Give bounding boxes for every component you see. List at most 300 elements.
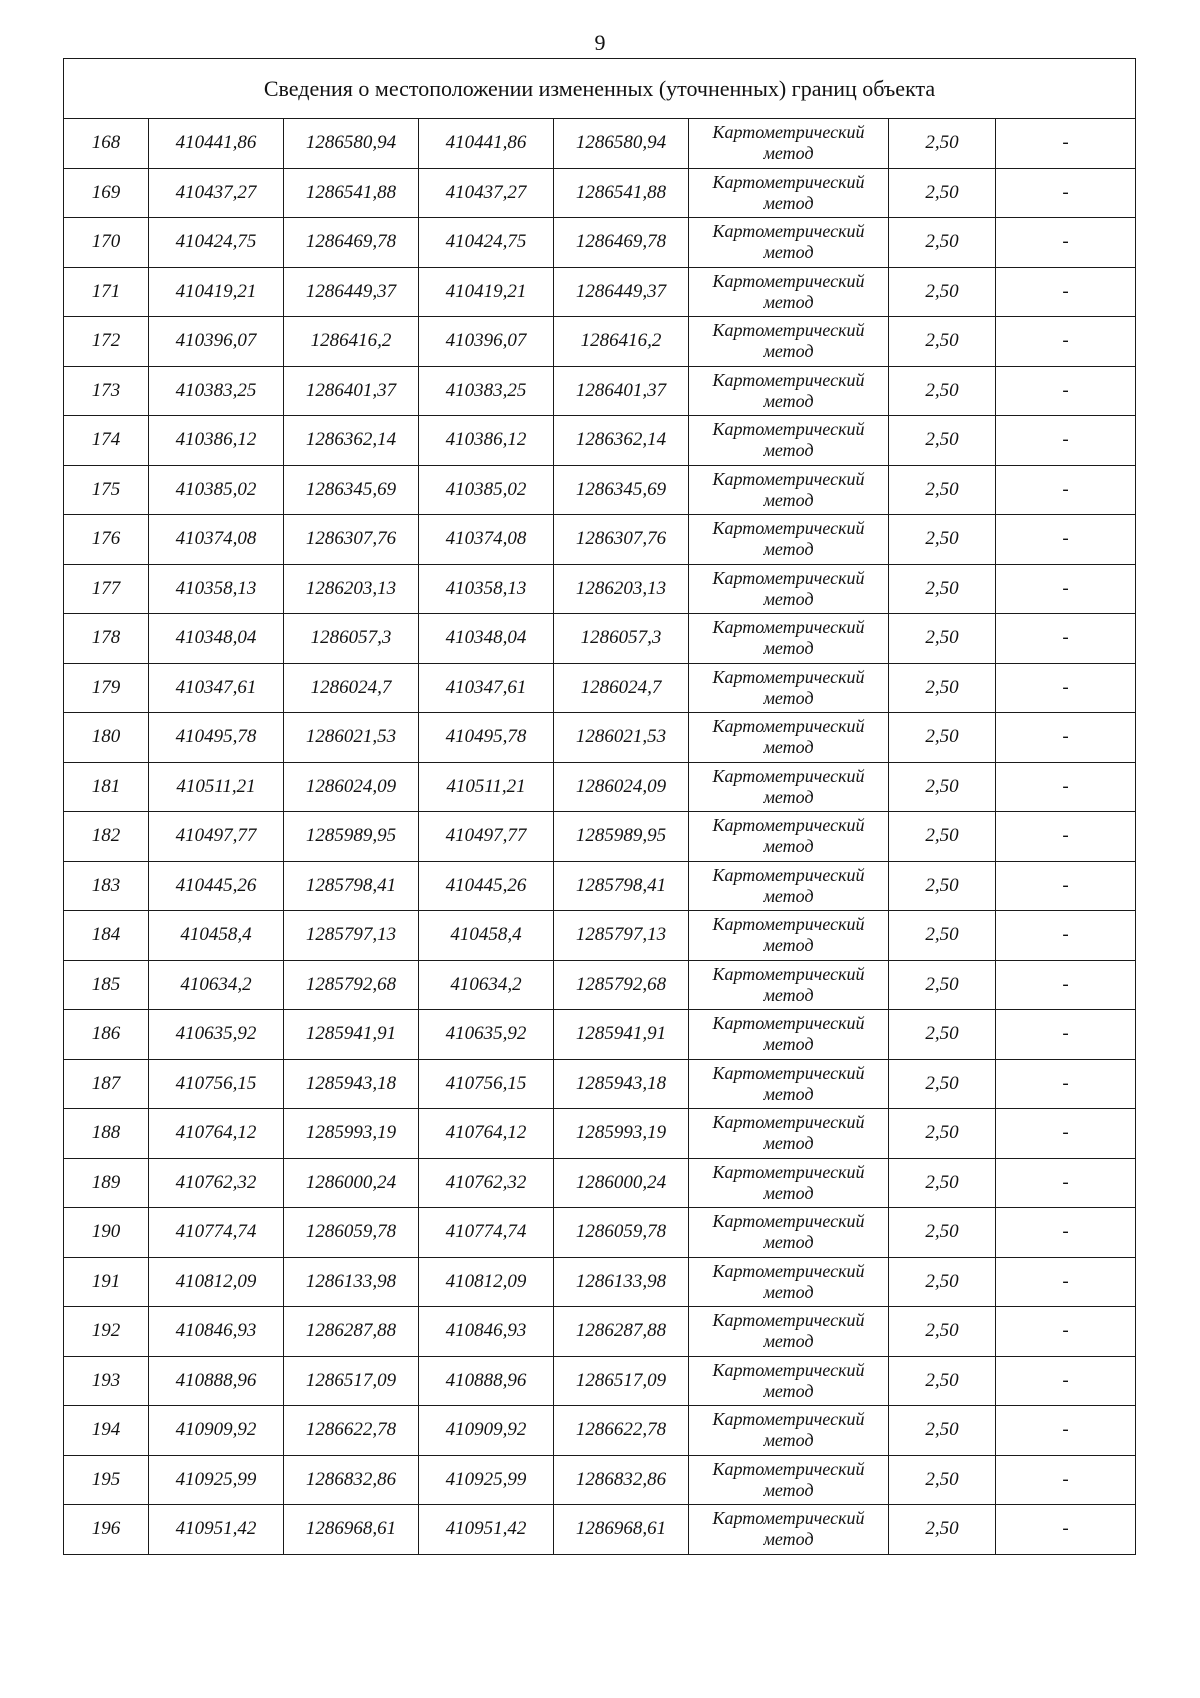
accuracy-cell: 2,50 bbox=[889, 267, 996, 317]
y-existing-cell: 1285993,19 bbox=[284, 1109, 419, 1159]
x-refined-cell: 410385,02 bbox=[419, 465, 554, 515]
method-cell bbox=[689, 366, 889, 416]
table-row bbox=[64, 960, 1136, 1010]
y-existing-cell: 1286362,14 bbox=[284, 416, 419, 466]
x-refined-cell: 410347,61 bbox=[419, 663, 554, 713]
accuracy-cell: 2,50 bbox=[889, 762, 996, 812]
method-cell bbox=[689, 1208, 889, 1258]
method-line2: метод bbox=[763, 935, 814, 956]
y-refined-cell: 1285792,68 bbox=[554, 960, 689, 1010]
y-refined-cell: 1286968,61 bbox=[554, 1505, 689, 1555]
x-refined-cell: 410764,12 bbox=[419, 1109, 554, 1159]
x-existing-cell: 410634,2 bbox=[149, 960, 284, 1010]
method-line1: Картометрический bbox=[712, 1310, 865, 1331]
x-refined-cell: 410511,21 bbox=[419, 762, 554, 812]
method-line2: метод bbox=[763, 836, 814, 857]
y-existing-cell: 1286541,88 bbox=[284, 168, 419, 218]
method-cell bbox=[689, 960, 889, 1010]
y-refined-cell: 1286024,7 bbox=[554, 663, 689, 713]
y-existing-cell: 1286449,37 bbox=[284, 267, 419, 317]
x-existing-cell: 410445,26 bbox=[149, 861, 284, 911]
table-row bbox=[64, 614, 1136, 664]
note-cell: - bbox=[996, 762, 1136, 812]
x-existing-cell: 410909,92 bbox=[149, 1406, 284, 1456]
y-refined-cell: 1286057,3 bbox=[554, 614, 689, 664]
method-cell bbox=[689, 1406, 889, 1456]
accuracy-cell: 2,50 bbox=[889, 1356, 996, 1406]
note-cell: - bbox=[996, 812, 1136, 862]
y-refined-cell: 1286580,94 bbox=[554, 119, 689, 169]
y-refined-cell: 1286541,88 bbox=[554, 168, 689, 218]
point-number-cell: 171 bbox=[64, 267, 149, 317]
note-cell: - bbox=[996, 713, 1136, 763]
x-existing-cell: 410441,86 bbox=[149, 119, 284, 169]
accuracy-cell: 2,50 bbox=[889, 960, 996, 1010]
accuracy-cell: 2,50 bbox=[889, 416, 996, 466]
point-number-cell: 178 bbox=[64, 614, 149, 664]
x-existing-cell: 410386,12 bbox=[149, 416, 284, 466]
x-existing-cell: 410925,99 bbox=[149, 1455, 284, 1505]
y-existing-cell: 1286968,61 bbox=[284, 1505, 419, 1555]
note-cell: - bbox=[996, 1406, 1136, 1456]
x-refined-cell: 410441,86 bbox=[419, 119, 554, 169]
y-refined-cell: 1286362,14 bbox=[554, 416, 689, 466]
y-existing-cell: 1286416,2 bbox=[284, 317, 419, 367]
note-cell: - bbox=[996, 119, 1136, 169]
method-line1: Картометрический bbox=[712, 468, 865, 489]
accuracy-cell: 2,50 bbox=[889, 1010, 996, 1060]
note-cell: - bbox=[996, 1356, 1136, 1406]
method-cell bbox=[689, 713, 889, 763]
method-cell bbox=[689, 119, 889, 169]
note-cell: - bbox=[996, 218, 1136, 268]
y-existing-cell: 1286021,53 bbox=[284, 713, 419, 763]
note-cell: - bbox=[996, 416, 1136, 466]
table-row bbox=[64, 1455, 1136, 1505]
method-cell bbox=[689, 564, 889, 614]
method-line1: Картометрический bbox=[712, 716, 865, 737]
table-row bbox=[64, 762, 1136, 812]
table-row bbox=[64, 663, 1136, 713]
method-line1: Картометрический bbox=[712, 567, 865, 588]
y-existing-cell: 1285797,13 bbox=[284, 911, 419, 961]
y-existing-cell: 1285798,41 bbox=[284, 861, 419, 911]
y-refined-cell: 1286416,2 bbox=[554, 317, 689, 367]
point-number-cell: 170 bbox=[64, 218, 149, 268]
point-number-cell: 182 bbox=[64, 812, 149, 862]
y-existing-cell: 1286401,37 bbox=[284, 366, 419, 416]
table-row bbox=[64, 1158, 1136, 1208]
note-cell: - bbox=[996, 564, 1136, 614]
table-body bbox=[64, 59, 1136, 1555]
accuracy-cell: 2,50 bbox=[889, 218, 996, 268]
accuracy-cell: 2,50 bbox=[889, 1505, 996, 1555]
method-cell bbox=[689, 317, 889, 367]
table-row bbox=[64, 1356, 1136, 1406]
accuracy-cell: 2,50 bbox=[889, 168, 996, 218]
table-row bbox=[64, 1208, 1136, 1258]
method-line2: метод bbox=[763, 1133, 814, 1154]
note-cell: - bbox=[996, 317, 1136, 367]
table-row bbox=[64, 465, 1136, 515]
method-line2: метод bbox=[763, 1281, 814, 1302]
x-refined-cell: 410374,08 bbox=[419, 515, 554, 565]
table-row bbox=[64, 911, 1136, 961]
x-refined-cell: 410386,12 bbox=[419, 416, 554, 466]
method-cell bbox=[689, 168, 889, 218]
method-cell bbox=[689, 1059, 889, 1109]
y-refined-cell: 1286307,76 bbox=[554, 515, 689, 565]
accuracy-cell: 2,50 bbox=[889, 861, 996, 911]
x-existing-cell: 410495,78 bbox=[149, 713, 284, 763]
method-line2: метод bbox=[763, 1380, 814, 1401]
accuracy-cell: 2,50 bbox=[889, 317, 996, 367]
y-existing-cell: 1286622,78 bbox=[284, 1406, 419, 1456]
note-cell: - bbox=[996, 614, 1136, 664]
method-line2: метод bbox=[763, 737, 814, 758]
y-existing-cell: 1286832,86 bbox=[284, 1455, 419, 1505]
method-line1: Картометрический bbox=[712, 320, 865, 341]
method-cell bbox=[689, 762, 889, 812]
table-row bbox=[64, 317, 1136, 367]
method-line2: метод bbox=[763, 687, 814, 708]
x-refined-cell: 410762,32 bbox=[419, 1158, 554, 1208]
table-row bbox=[64, 1010, 1136, 1060]
point-number-cell: 173 bbox=[64, 366, 149, 416]
note-cell: - bbox=[996, 1109, 1136, 1159]
method-line1: Картометрический bbox=[712, 1260, 865, 1281]
y-refined-cell: 1286203,13 bbox=[554, 564, 689, 614]
method-cell bbox=[689, 861, 889, 911]
x-refined-cell: 410634,2 bbox=[419, 960, 554, 1010]
method-line2: метод bbox=[763, 341, 814, 362]
y-refined-cell: 1285941,91 bbox=[554, 1010, 689, 1060]
method-line1: Картометрический bbox=[712, 1359, 865, 1380]
method-line1: Картометрический bbox=[712, 914, 865, 935]
x-refined-cell: 410925,99 bbox=[419, 1455, 554, 1505]
method-line1: Картометрический bbox=[712, 1409, 865, 1430]
y-existing-cell: 1286024,09 bbox=[284, 762, 419, 812]
method-line1: Картометрический bbox=[712, 171, 865, 192]
note-cell: - bbox=[996, 1059, 1136, 1109]
method-line2: метод bbox=[763, 588, 814, 609]
note-cell: - bbox=[996, 465, 1136, 515]
x-refined-cell: 410951,42 bbox=[419, 1505, 554, 1555]
method-cell bbox=[689, 1505, 889, 1555]
point-number-cell: 172 bbox=[64, 317, 149, 367]
note-cell: - bbox=[996, 1505, 1136, 1555]
accuracy-cell: 2,50 bbox=[889, 1406, 996, 1456]
method-line1: Картометрический bbox=[712, 1112, 865, 1133]
point-number-cell: 189 bbox=[64, 1158, 149, 1208]
method-line2: метод bbox=[763, 638, 814, 659]
x-existing-cell: 410764,12 bbox=[149, 1109, 284, 1159]
method-line2: метод bbox=[763, 192, 814, 213]
method-cell bbox=[689, 1158, 889, 1208]
point-number-cell: 168 bbox=[64, 119, 149, 169]
method-line2: метод bbox=[763, 242, 814, 263]
y-refined-cell: 1286345,69 bbox=[554, 465, 689, 515]
method-line2: метод bbox=[763, 984, 814, 1005]
method-line1: Картометрический bbox=[712, 864, 865, 885]
x-refined-cell: 410458,4 bbox=[419, 911, 554, 961]
y-refined-cell: 1285797,13 bbox=[554, 911, 689, 961]
accuracy-cell: 2,50 bbox=[889, 564, 996, 614]
accuracy-cell: 2,50 bbox=[889, 1109, 996, 1159]
x-existing-cell: 410396,07 bbox=[149, 317, 284, 367]
table-row bbox=[64, 515, 1136, 565]
method-line1: Картометрический bbox=[712, 1458, 865, 1479]
method-cell bbox=[689, 515, 889, 565]
method-cell bbox=[689, 218, 889, 268]
note-cell: - bbox=[996, 663, 1136, 713]
y-existing-cell: 1286469,78 bbox=[284, 218, 419, 268]
point-number-cell: 180 bbox=[64, 713, 149, 763]
note-cell: - bbox=[996, 1158, 1136, 1208]
method-cell bbox=[689, 1010, 889, 1060]
accuracy-cell: 2,50 bbox=[889, 515, 996, 565]
y-refined-cell: 1286469,78 bbox=[554, 218, 689, 268]
y-existing-cell: 1286580,94 bbox=[284, 119, 419, 169]
method-cell bbox=[689, 614, 889, 664]
x-refined-cell: 410812,09 bbox=[419, 1257, 554, 1307]
point-number-cell: 181 bbox=[64, 762, 149, 812]
point-number-cell: 195 bbox=[64, 1455, 149, 1505]
method-line2: метод bbox=[763, 143, 814, 164]
accuracy-cell: 2,50 bbox=[889, 1208, 996, 1258]
x-refined-cell: 410419,21 bbox=[419, 267, 554, 317]
y-existing-cell: 1286517,09 bbox=[284, 1356, 419, 1406]
table-row bbox=[64, 1505, 1136, 1555]
point-number-cell: 187 bbox=[64, 1059, 149, 1109]
accuracy-cell: 2,50 bbox=[889, 119, 996, 169]
note-cell: - bbox=[996, 1257, 1136, 1307]
method-cell bbox=[689, 267, 889, 317]
y-refined-cell: 1286021,53 bbox=[554, 713, 689, 763]
x-existing-cell: 410348,04 bbox=[149, 614, 284, 664]
method-line2: метод bbox=[763, 1430, 814, 1451]
method-cell bbox=[689, 416, 889, 466]
accuracy-cell: 2,50 bbox=[889, 1455, 996, 1505]
accuracy-cell: 2,50 bbox=[889, 366, 996, 416]
method-line1: Картометрический bbox=[712, 221, 865, 242]
y-existing-cell: 1285989,95 bbox=[284, 812, 419, 862]
point-number-cell: 188 bbox=[64, 1109, 149, 1159]
method-line2: метод bbox=[763, 1479, 814, 1500]
x-existing-cell: 410437,27 bbox=[149, 168, 284, 218]
point-number-cell: 194 bbox=[64, 1406, 149, 1456]
method-cell bbox=[689, 663, 889, 713]
method-line2: метод bbox=[763, 440, 814, 461]
x-existing-cell: 410812,09 bbox=[149, 1257, 284, 1307]
method-cell bbox=[689, 1455, 889, 1505]
note-cell: - bbox=[996, 1010, 1136, 1060]
x-existing-cell: 410846,93 bbox=[149, 1307, 284, 1357]
y-refined-cell: 1286133,98 bbox=[554, 1257, 689, 1307]
y-refined-cell: 1285943,18 bbox=[554, 1059, 689, 1109]
accuracy-cell: 2,50 bbox=[889, 614, 996, 664]
method-line2: метод bbox=[763, 291, 814, 312]
table-row bbox=[64, 564, 1136, 614]
method-line1: Картометрический bbox=[712, 765, 865, 786]
table-row bbox=[64, 713, 1136, 763]
point-number-cell: 176 bbox=[64, 515, 149, 565]
accuracy-cell: 2,50 bbox=[889, 465, 996, 515]
boundary-coordinates-table bbox=[63, 58, 1136, 1555]
x-refined-cell: 410424,75 bbox=[419, 218, 554, 268]
note-cell: - bbox=[996, 168, 1136, 218]
point-number-cell: 177 bbox=[64, 564, 149, 614]
x-refined-cell: 410495,78 bbox=[419, 713, 554, 763]
x-refined-cell: 410497,77 bbox=[419, 812, 554, 862]
point-number-cell: 196 bbox=[64, 1505, 149, 1555]
x-existing-cell: 410756,15 bbox=[149, 1059, 284, 1109]
point-number-cell: 184 bbox=[64, 911, 149, 961]
x-existing-cell: 410458,4 bbox=[149, 911, 284, 961]
y-existing-cell: 1286133,98 bbox=[284, 1257, 419, 1307]
y-existing-cell: 1286307,76 bbox=[284, 515, 419, 565]
table-row bbox=[64, 861, 1136, 911]
table-row bbox=[64, 416, 1136, 466]
x-refined-cell: 410888,96 bbox=[419, 1356, 554, 1406]
point-number-cell: 185 bbox=[64, 960, 149, 1010]
point-number-cell: 192 bbox=[64, 1307, 149, 1357]
y-refined-cell: 1285989,95 bbox=[554, 812, 689, 862]
x-existing-cell: 410358,13 bbox=[149, 564, 284, 614]
y-refined-cell: 1285993,19 bbox=[554, 1109, 689, 1159]
method-line1: Картометрический bbox=[712, 122, 865, 143]
method-line2: метод bbox=[763, 885, 814, 906]
table-row bbox=[64, 168, 1136, 218]
accuracy-cell: 2,50 bbox=[889, 663, 996, 713]
method-cell bbox=[689, 812, 889, 862]
method-line1: Картометрический bbox=[712, 815, 865, 836]
y-refined-cell: 1286449,37 bbox=[554, 267, 689, 317]
x-existing-cell: 410762,32 bbox=[149, 1158, 284, 1208]
x-refined-cell: 410445,26 bbox=[419, 861, 554, 911]
method-line1: Картометрический bbox=[712, 1161, 865, 1182]
point-number-cell: 193 bbox=[64, 1356, 149, 1406]
accuracy-cell: 2,50 bbox=[889, 1059, 996, 1109]
method-line1: Картометрический bbox=[712, 1062, 865, 1083]
y-refined-cell: 1285798,41 bbox=[554, 861, 689, 911]
y-existing-cell: 1286059,78 bbox=[284, 1208, 419, 1258]
point-number-cell: 175 bbox=[64, 465, 149, 515]
method-cell bbox=[689, 465, 889, 515]
table-row bbox=[64, 1406, 1136, 1456]
y-existing-cell: 1285941,91 bbox=[284, 1010, 419, 1060]
note-cell: - bbox=[996, 1208, 1136, 1258]
y-existing-cell: 1286057,3 bbox=[284, 614, 419, 664]
method-line2: метод bbox=[763, 1083, 814, 1104]
x-existing-cell: 410347,61 bbox=[149, 663, 284, 713]
method-line2: метод bbox=[763, 1331, 814, 1352]
y-existing-cell: 1286345,69 bbox=[284, 465, 419, 515]
accuracy-cell: 2,50 bbox=[889, 1307, 996, 1357]
method-cell bbox=[689, 1257, 889, 1307]
x-refined-cell: 410774,74 bbox=[419, 1208, 554, 1258]
x-existing-cell: 410374,08 bbox=[149, 515, 284, 565]
note-cell: - bbox=[996, 1455, 1136, 1505]
y-existing-cell: 1286203,13 bbox=[284, 564, 419, 614]
x-existing-cell: 410951,42 bbox=[149, 1505, 284, 1555]
method-line2: метод bbox=[763, 1529, 814, 1550]
x-existing-cell: 410511,21 bbox=[149, 762, 284, 812]
table-row bbox=[64, 1109, 1136, 1159]
accuracy-cell: 2,50 bbox=[889, 911, 996, 961]
point-number-cell: 190 bbox=[64, 1208, 149, 1258]
accuracy-cell: 2,50 bbox=[889, 1158, 996, 1208]
point-number-cell: 174 bbox=[64, 416, 149, 466]
note-cell: - bbox=[996, 515, 1136, 565]
method-line1: Картометрический bbox=[712, 963, 865, 984]
x-refined-cell: 410437,27 bbox=[419, 168, 554, 218]
x-refined-cell: 410383,25 bbox=[419, 366, 554, 416]
note-cell: - bbox=[996, 960, 1136, 1010]
y-existing-cell: 1286000,24 bbox=[284, 1158, 419, 1208]
y-existing-cell: 1286024,7 bbox=[284, 663, 419, 713]
method-line1: Картометрический bbox=[712, 369, 865, 390]
y-refined-cell: 1286287,88 bbox=[554, 1307, 689, 1357]
table-row bbox=[64, 1257, 1136, 1307]
x-existing-cell: 410497,77 bbox=[149, 812, 284, 862]
note-cell: - bbox=[996, 911, 1136, 961]
note-cell: - bbox=[996, 861, 1136, 911]
table-row bbox=[64, 119, 1136, 169]
y-refined-cell: 1286059,78 bbox=[554, 1208, 689, 1258]
x-existing-cell: 410888,96 bbox=[149, 1356, 284, 1406]
method-line2: метод bbox=[763, 1182, 814, 1203]
table-title-row bbox=[64, 59, 1136, 119]
method-cell bbox=[689, 911, 889, 961]
x-refined-cell: 410909,92 bbox=[419, 1406, 554, 1456]
point-number-cell: 169 bbox=[64, 168, 149, 218]
x-existing-cell: 410419,21 bbox=[149, 267, 284, 317]
x-existing-cell: 410635,92 bbox=[149, 1010, 284, 1060]
note-cell: - bbox=[996, 366, 1136, 416]
method-cell bbox=[689, 1307, 889, 1357]
table-row bbox=[64, 1307, 1136, 1357]
method-line1: Картометрический bbox=[712, 270, 865, 291]
x-refined-cell: 410846,93 bbox=[419, 1307, 554, 1357]
y-refined-cell: 1286517,09 bbox=[554, 1356, 689, 1406]
table-row bbox=[64, 267, 1136, 317]
y-refined-cell: 1286401,37 bbox=[554, 366, 689, 416]
method-line1: Картометрический bbox=[712, 419, 865, 440]
x-refined-cell: 410348,04 bbox=[419, 614, 554, 664]
method-line2: метод bbox=[763, 390, 814, 411]
method-line2: метод bbox=[763, 1034, 814, 1055]
point-number-cell: 179 bbox=[64, 663, 149, 713]
method-line2: метод bbox=[763, 489, 814, 510]
method-line1: Картометрический bbox=[712, 666, 865, 687]
method-cell bbox=[689, 1356, 889, 1406]
x-refined-cell: 410635,92 bbox=[419, 1010, 554, 1060]
method-line1: Картометрический bbox=[712, 1211, 865, 1232]
y-refined-cell: 1286000,24 bbox=[554, 1158, 689, 1208]
x-refined-cell: 410358,13 bbox=[419, 564, 554, 614]
method-line2: метод bbox=[763, 1232, 814, 1253]
x-refined-cell: 410756,15 bbox=[419, 1059, 554, 1109]
point-number-cell: 186 bbox=[64, 1010, 149, 1060]
accuracy-cell: 2,50 bbox=[889, 713, 996, 763]
table-row bbox=[64, 366, 1136, 416]
x-refined-cell: 410396,07 bbox=[419, 317, 554, 367]
method-line1: Картометрический bbox=[712, 617, 865, 638]
x-existing-cell: 410774,74 bbox=[149, 1208, 284, 1258]
y-refined-cell: 1286622,78 bbox=[554, 1406, 689, 1456]
table-row bbox=[64, 218, 1136, 268]
